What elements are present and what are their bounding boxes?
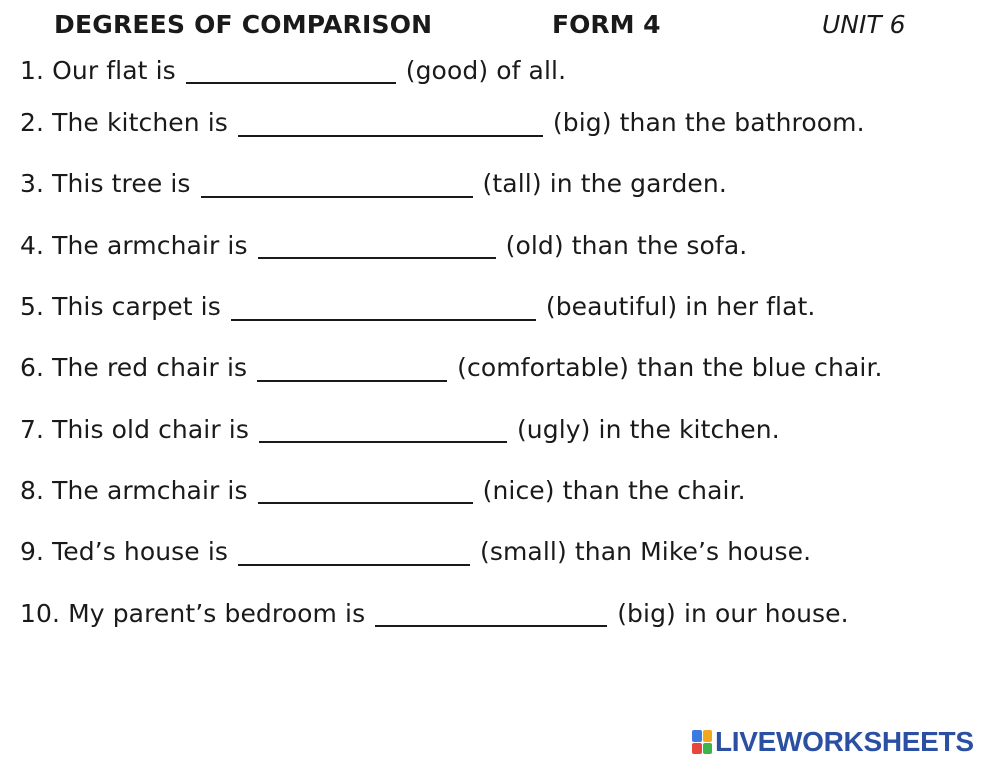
liveworksheets-logo-icon bbox=[692, 730, 712, 754]
item-prompt: 2. The kitchen is bbox=[20, 108, 228, 138]
worksheet-title: DEGREES OF COMPARISON bbox=[54, 10, 433, 39]
item-prompt: 5. This carpet is bbox=[20, 292, 221, 322]
item-hint: (good) of all. bbox=[405, 55, 567, 85]
item-prompt: 1. Our flat is bbox=[20, 55, 176, 85]
item-prompt: 8. The armchair is bbox=[20, 475, 248, 505]
exercise-item-5 bbox=[20, 276, 990, 337]
exercise-item-2 bbox=[20, 92, 990, 153]
exercise-item-6 bbox=[20, 337, 990, 398]
answer-blank[interactable] bbox=[259, 419, 507, 443]
answer-blank[interactable] bbox=[258, 480, 473, 504]
item-hint: (tall) in the garden. bbox=[482, 169, 727, 199]
answer-blank[interactable] bbox=[201, 174, 473, 198]
item-prompt: 4. The armchair is bbox=[20, 230, 248, 260]
item-hint: (comfortable) than the blue chair. bbox=[457, 353, 883, 383]
form-label: FORM 4 bbox=[552, 10, 661, 39]
answer-blank[interactable] bbox=[375, 603, 607, 627]
exercise-list bbox=[20, 48, 990, 644]
item-hint: (beautiful) in her flat. bbox=[545, 292, 816, 322]
answer-blank[interactable] bbox=[257, 358, 447, 382]
answer-blank[interactable] bbox=[186, 60, 396, 84]
exercise-item-10 bbox=[20, 582, 990, 643]
worksheet-header bbox=[0, 8, 1000, 44]
item-prompt: 10. My parent’s bedroom is bbox=[20, 598, 366, 628]
answer-blank[interactable] bbox=[238, 542, 470, 566]
unit-label: UNIT 6 bbox=[822, 10, 906, 39]
item-prompt: 3. This tree is bbox=[20, 169, 191, 199]
exercise-item-9 bbox=[20, 521, 990, 582]
item-hint: (nice) than the chair. bbox=[482, 475, 746, 505]
item-hint: (old) than the sofa. bbox=[505, 230, 748, 260]
item-prompt: 7. This old chair is bbox=[20, 414, 249, 444]
exercise-item-4 bbox=[20, 215, 990, 276]
item-hint: (ugly) in the kitchen. bbox=[516, 414, 780, 444]
item-hint: (big) in our house. bbox=[617, 598, 849, 628]
exercise-item-3 bbox=[20, 153, 990, 214]
answer-blank[interactable] bbox=[258, 235, 496, 259]
exercise-item-8 bbox=[20, 460, 990, 521]
exercise-item-1 bbox=[20, 48, 990, 92]
liveworksheets-logo bbox=[692, 726, 974, 758]
item-hint: (big) than the bathroom. bbox=[552, 108, 865, 138]
item-prompt: 6. The red chair is bbox=[20, 353, 248, 383]
answer-blank[interactable] bbox=[231, 297, 536, 321]
item-prompt: 9. Ted’s house is bbox=[20, 537, 228, 567]
logo-wordmark: LIVEWORKSHEETS bbox=[715, 726, 974, 757]
answer-blank[interactable] bbox=[238, 113, 543, 137]
exercise-item-7 bbox=[20, 398, 990, 459]
item-hint: (small) than Mike’s house. bbox=[480, 537, 812, 567]
